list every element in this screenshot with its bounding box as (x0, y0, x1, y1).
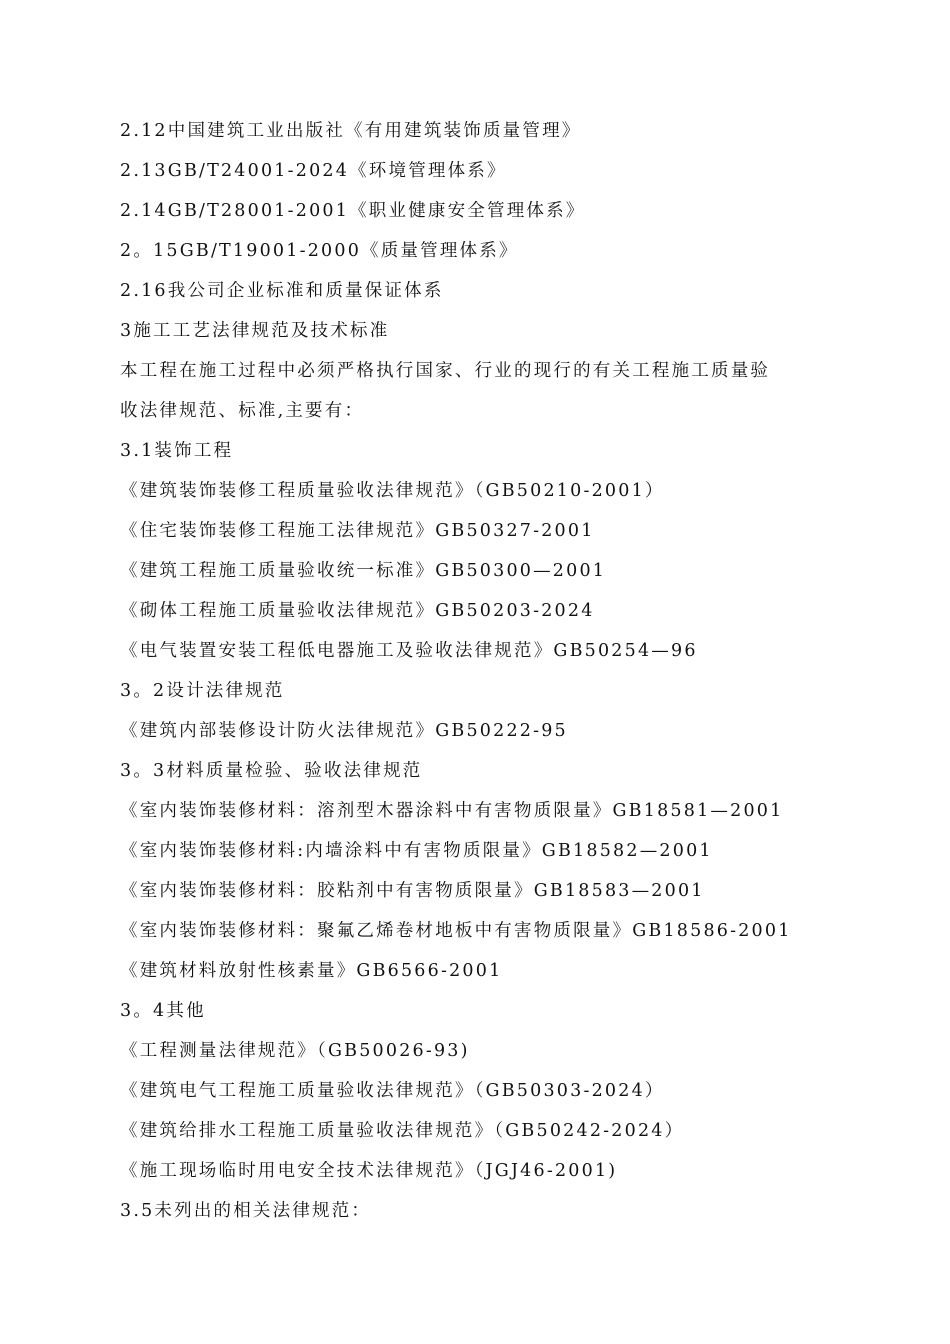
text-line: 《建筑给排水工程施工质量验收法律规范》（GB50242-2024） (120, 1121, 685, 1141)
text-line: 《建筑装饰装修工程质量验收法律规范》（GB50210-2001） (120, 481, 665, 501)
subsection-heading: 3。4其他 (120, 1001, 206, 1021)
text-line: 《建筑内部装修设计防火法律规范》GB50222-95 (120, 721, 568, 741)
text-line: 《室内装饰装修材料:内墙涂料中有害物质限量》GB18582—2001 (120, 841, 713, 861)
text-line: 2.14GB/T28001-2001《职业健康安全管理体系》 (120, 201, 586, 221)
subsection-heading: 3。3材料质量检验、验收法律规范 (120, 761, 423, 781)
text-line: 《电气装置安装工程低电器施工及验收法律规范》GB50254—96 (120, 641, 698, 661)
subsection-heading: 3。2设计法律规范 (120, 681, 285, 701)
text-line: 2。15GB/T19001-2000《质量管理体系》 (120, 241, 519, 261)
text-line: 《建筑电气工程施工质量验收法律规范》（GB50303-2024） (120, 1081, 665, 1101)
text-line: 《施工现场临时用电安全技术法律规范》（JGJ46-2001) (120, 1161, 618, 1181)
text-line: 2.13GB/T24001-2024《环境管理体系》 (120, 161, 507, 181)
text-line: 2.16我公司企业标准和质量保证体系 (120, 281, 444, 301)
text-line: 《室内装饰装修材料：溶剂型木器涂料中有害物质限量》GB18581—2001 (120, 801, 784, 821)
section-heading: 3施工工艺法律规范及技术标准 (120, 321, 390, 341)
paragraph-line: 本工程在施工过程中必须严格执行国家、行业的现行的有关工程施工质量验 (120, 361, 771, 381)
text-line: 《室内装饰装修材料：胶粘剂中有害物质限量》GB18583—2001 (120, 881, 705, 901)
text-line: 2.12中国建筑工业出版社《有用建筑装饰质量管理》 (120, 121, 582, 141)
text-line: 《建筑材料放射性核素量》GB6566-2001 (120, 961, 503, 981)
text-line: 《建筑工程施工质量验收统一标准》GB50300—2001 (120, 561, 607, 581)
subsection-heading: 3.1装饰工程 (120, 441, 234, 461)
text-line: 《砌体工程施工质量验收法律规范》GB50203-2024 (120, 601, 595, 621)
subsection-heading: 3.5未列出的相关法律规范： (120, 1201, 372, 1221)
text-line: 《工程测量法律规范》（GB50026-93) (120, 1041, 470, 1061)
text-line: 《室内装饰装修材料：聚氟乙烯卷材地板中有害物质限量》GB18586-2001 (120, 921, 792, 941)
paragraph-line: 收法律规范、标准,主要有： (120, 401, 365, 421)
text-line: 《住宅装饰装修工程施工法律规范》GB50327-2001 (120, 521, 595, 541)
